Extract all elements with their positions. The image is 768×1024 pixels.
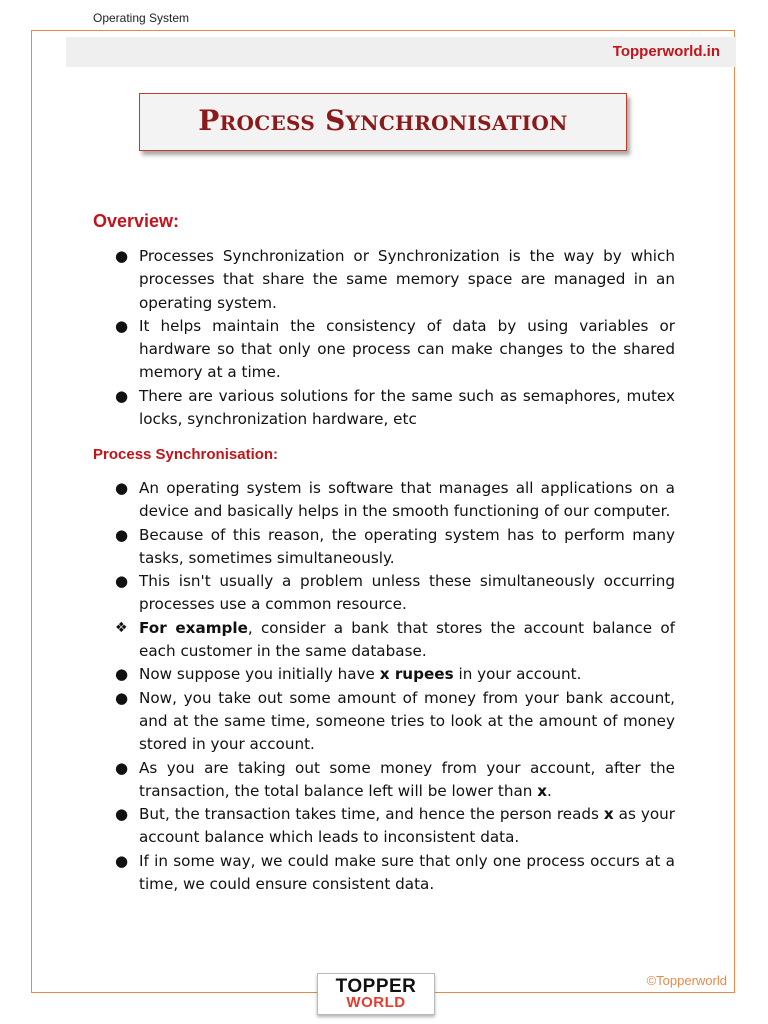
bullet-icon: ● (115, 758, 129, 777)
bullet-icon: ● (115, 479, 129, 497)
title-banner (139, 93, 627, 151)
brand-link[interactable]: Topperworld.in (612, 43, 720, 60)
bullet-icon: ● (115, 525, 129, 544)
list-item: ● Now, you take out some amount of money from your bank account, and at the same time, someone tries to look at the amount of money stored in your account. (115, 688, 675, 754)
brand-bar (66, 37, 736, 67)
overview-heading: Overview: (93, 211, 180, 231)
logo-text-top: TOPPER (335, 976, 417, 997)
bullet-icon: ● (115, 572, 129, 591)
bullet-icon: ● (115, 688, 129, 707)
bullet-icon: ● (115, 386, 129, 405)
overview-list (115, 245, 675, 431)
process-sync-heading: Process Synchronisation: (93, 446, 279, 463)
list-item: ● This isn't usually a problem unless these simultaneously occurring processes use a common resource. (115, 572, 675, 614)
list-item: ● If in some way, we could make sure that only one process occurs at a time, we could ensure consistent data. (115, 851, 675, 894)
process-sync-list (115, 477, 675, 896)
list-item: ● There are various solutions for the same such as semaphores, mutex locks, synchronization hardware, etc (115, 386, 675, 429)
bullet-icon: ● (115, 247, 129, 265)
list-item: ● It helps maintain the consistency of data by using variables or hardware so that only one process can make changes to the shared memory at a time. (115, 316, 675, 382)
bullet-icon: ● (115, 805, 129, 824)
logo-text-bottom: WORLD (346, 994, 406, 1011)
list-item: ● Now suppose you initially have x rupees in your account. (139, 663, 675, 686)
list-item: ● Because of this reason, the operating system has to perform many tasks, sometimes simultaneously. (115, 525, 675, 567)
diamond-bullet-icon: ❖ (115, 619, 128, 636)
list-item: ● Processes Synchronization or Synchronization is the way by which processes that share the same memory space are managed in an operating system. (115, 247, 675, 312)
bullet-icon: ● (115, 665, 129, 684)
page-title: Process Synchronisation (198, 104, 568, 137)
list-item: ● An operating system is software that manages all applications on a device and basically helps in the smooth functioning of our computer. (115, 479, 675, 521)
running-header: Operating System (93, 11, 190, 25)
copyright-text: ©Topperworld (646, 973, 727, 988)
bullet-icon: ● (115, 851, 129, 870)
list-item: ● As you are taking out some money from your account, after the transaction, the total balance left will be lower than x. (115, 758, 675, 800)
list-item: ● But, the transaction takes time, and hence the person reads x as your account balance which leads to inconsistent data. (115, 805, 675, 847)
bullet-icon: ● (115, 316, 129, 335)
topperworld-logo (317, 973, 435, 1015)
example-item: ❖ For example, consider a bank that stores the account balance of each customer in the same database. (115, 618, 675, 661)
